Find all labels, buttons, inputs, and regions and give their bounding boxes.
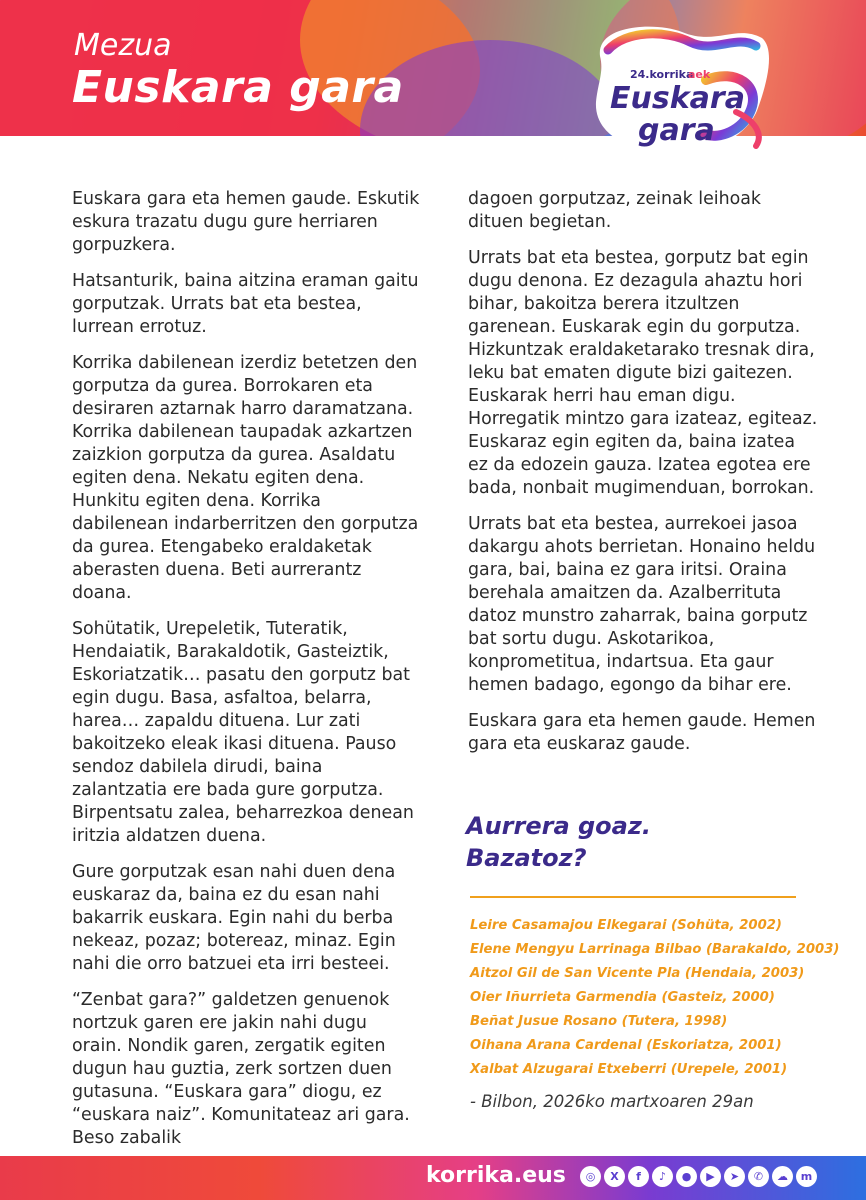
section-kicker: Mezua <box>74 28 172 63</box>
whatsapp-icon[interactable]: ✆ <box>748 1166 769 1187</box>
cta-line: Aurrera goaz. <box>466 812 651 840</box>
page-title: Euskara gara <box>72 62 404 113</box>
instagram-icon[interactable]: ◎ <box>580 1166 601 1187</box>
author: Beñat Jusue Rosano (Tutera, 1998) <box>470 1014 728 1029</box>
author: Oihana Arana Cardenal (Eskoriatza, 2001) <box>470 1038 782 1053</box>
site-link[interactable]: korrika.eus <box>426 1163 566 1188</box>
logo-edition: 24.korrika <box>630 68 694 81</box>
author: Elene Mengyu Larrinaga Bilbao (Barakaldo, 2003) <box>470 942 840 957</box>
divider <box>470 896 796 898</box>
paragraph: dagoen gorputzaz, zeinak leihoak dituen begietan. <box>468 189 761 232</box>
paragraph: Euskara gara eta hemen gaude. Hemen gara eta euskaraz gaude. <box>468 711 816 754</box>
paragraph: Gure gorputzak esan nahi duen dena euskaraz da, baina ez du esan nahi bakarrik euskara. Egin nahi du berba nekeaz, pozaz; botereaz, minaz. Egin nahi die orro batzuei eta irri besteei. <box>72 862 396 974</box>
signature: - Bilbon, 2026ko martxoaren 29an <box>470 1092 754 1111</box>
paragraph: Korrika dabilenean izerdiz betetzen den gorputza da gurea. Borrokaren eta desiraren aztarnak harro daramatzana. Korrika dabilenean taupadak azkartzen zaizkion gorputza da gurea. Asaldatu egiten dena. Nekatu egiten dena. Hunkitu egiten dena. Korrika dabilenean indarberritzen den gorputza da gurea. Etengabeko eraldaketak aberasten duena. Beti aurrerantz doana. <box>72 353 419 603</box>
tiktok-icon[interactable]: ♪ <box>652 1166 673 1187</box>
author: Oier Iñurrieta Garmendia (Gasteiz, 2000) <box>470 990 775 1005</box>
logo-line2: gara <box>638 113 715 148</box>
telegram-icon[interactable]: ➤ <box>724 1166 745 1187</box>
paragraph: “Zenbat gara?” galdetzen genuenok nortzuk garen ere jakin nahi dugu orain. Nondik garen, zergatik egiten dugun hau guztia, zerk sortzen duen gutasuna. “Euskara gara” diogu, ez “euskara naiz”. Komunitateaz ari gara. Beso zabalik <box>72 990 410 1148</box>
text-column-left <box>72 188 422 1163</box>
paragraph: Euskara gara eta hemen gaude. Eskutik eskura trazatu dugu gure herriaren gorpuzkera. <box>72 189 420 255</box>
author-list <box>470 914 840 1082</box>
logo-brand: aek <box>688 68 711 81</box>
author: Aitzol Gil de San Vicente Pla (Hendaia, 2003) <box>470 966 805 981</box>
paragraph: Urrats bat eta bestea, gorputz bat egin dugu denona. Ez dezagula ahaztu hori bihar, bakoitza berera itzultzen garenean. Euskarak egin du gorputza. Hizkuntzak eraldaketarako tresnak dira, leku bat ematen digute bizi gaitezen. Euskarak herri hau eman digu. Horregatik mintzo gara izateaz, egiteaz. Euskaraz egin egiten da, baina izatea ez da edozein gauza. Izatea egotea ere bada, nonbait mugimenduan, borrokan. <box>468 248 818 498</box>
facebook-icon[interactable]: f <box>628 1166 649 1187</box>
paragraph: Hatsanturik, baina aitzina eraman gaitu gorputzak. Urrats bat eta bestea, lurrean errotuz. <box>72 271 419 337</box>
flickr-icon[interactable]: ● <box>676 1166 697 1187</box>
text-column-right <box>468 188 818 769</box>
paragraph: Sohütatik, Urepeletik, Tuteratik, Hendaiatik, Barakaldotik, Gasteiztik, Eskoriatzatik… pasatu den gorputz bat egin dugu. Basa, asfaltoa, belarra, harea… zapaldu dituena. Lur zati bakoitzeko eleak ikasi dituena. Pauso sendoz dabilela dirudi, baina zalantzatia ere bada gure gorputza. Birpentsatu zalea, beharrezkoa denean iritzia aldatzen duena. <box>72 619 414 846</box>
author: Xalbat Alzugarai Etxeberri (Urepele, 2001) <box>470 1062 788 1077</box>
paragraph: Urrats bat eta bestea, aurrekoei jasoa dakargu ahots berrietan. Honaino heldu gara, bai, baina ez gara iritsi. Oraina berehala amaitzen da. Azalberrituta datoz munstro zaharrak, baina gorputz bat sortu dugu. Askotarikoa, konprometitua, indartsua. Eta gaur hemen badago, egongo da bihar ere. <box>468 514 816 695</box>
social-icons <box>580 1166 817 1190</box>
korrika-logo <box>586 16 774 162</box>
call-to-action <box>466 810 651 874</box>
logo-line1: Euskara <box>610 81 745 116</box>
mastodon-icon[interactable]: m <box>796 1166 817 1187</box>
bluesky-icon[interactable]: ☁ <box>772 1166 793 1187</box>
cta-line: Bazatoz? <box>466 844 587 872</box>
author: Leire Casamajou Elkegarai (Sohüta, 2002) <box>470 918 782 933</box>
youtube-icon[interactable]: ▶ <box>700 1166 721 1187</box>
x-icon[interactable]: X <box>604 1166 625 1187</box>
